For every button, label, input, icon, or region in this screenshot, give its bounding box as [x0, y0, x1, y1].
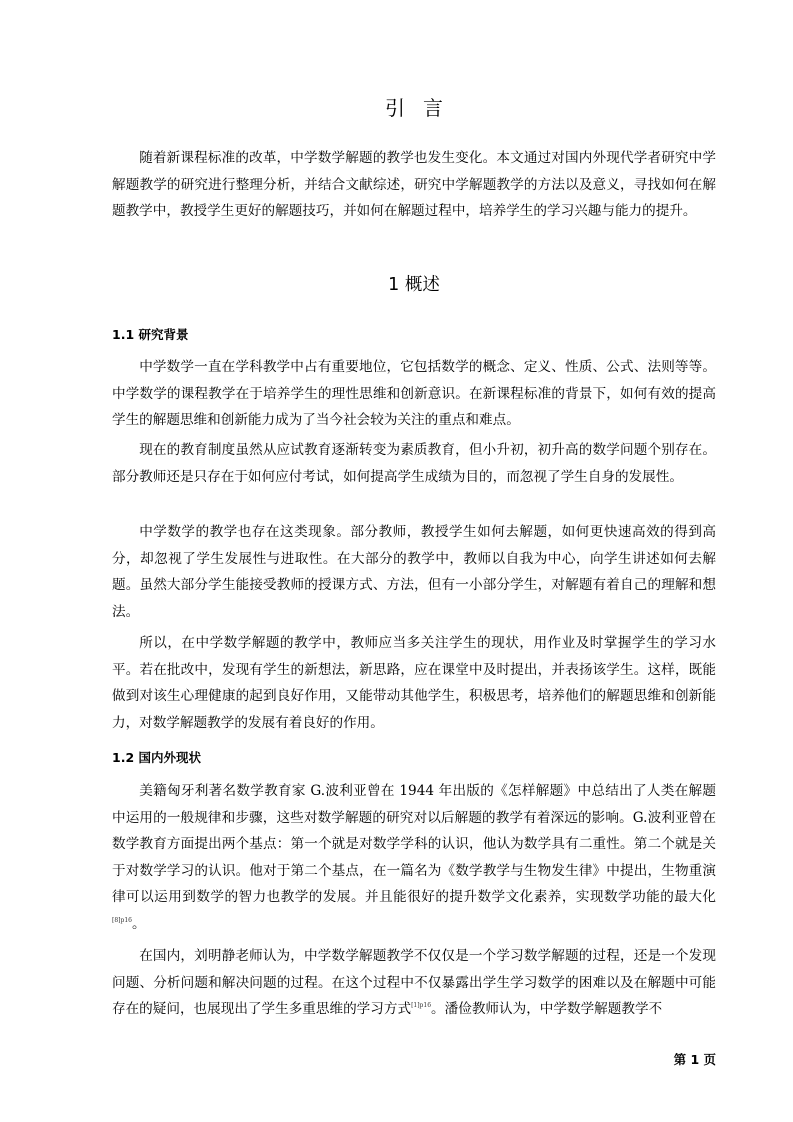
page-number: 第 1 页: [673, 1052, 716, 1067]
section-heading-1-1: 1.1 研究背景: [112, 327, 189, 342]
section-1-1-paragraph-1: 中学数学一直在学科教学中占有重要地位，它包括数学的概念、定义、性质、公式、法则等等。中学数学的课程教学在于培养学生的理性思维和创新意识。在新课程标准的背景下，如何有效的提高学生的解题思维和创新能力成为了当今社会较为关注的重点和难点。: [112, 359, 716, 428]
section-1-1-paragraph-4: 所以，在中学数学解题的教学中，教师应当多关注学生的现状，用作业及时掌握学生的学习水平。若在批改中，发现有学生的新想法，新思路，应在课堂中及时提出，并表扬该学生。这样，既能做到对该生心理健康的起到良好作用，又能带动其他学生，积极思考，培养他们的解题思维和创新能力，对数学解题教学的发展有着良好的作用。: [112, 635, 716, 731]
section-1-1-paragraph-3: 中学数学的教学也存在这类现象。部分教师，教授学生如何去解题，如何更快速高效的得到高分，却忽视了学生发展性与进取性。在大部分的教学中，教师以自我为中心，向学生讲述如何去解题。虽然大部分学生能接受教师的授课方式、方法，但有一小部分学生，对解题有着自己的理解和想法。: [112, 524, 716, 620]
section-heading-1-2: 1.2 国内外现状: [112, 750, 201, 765]
citation-marker: [8]p16: [112, 916, 132, 924]
paragraph-end-punctuation: 。: [131, 915, 146, 932]
section-1-2-paragraph-2-text: 在国内，刘明静老师认为，中学数学解题教学不仅仅是一个学习数学解题的过程，还是一个发现问题、分析问题和解决问题的过程。在这个过程中不仅暴露出学生学习数学的困难以及在解题中可能存在的疑问，也展现出了学生多重思维的学习方式: [112, 948, 716, 1017]
paragraph-continuation: 。潘俭教师认为，中学数学解题教学不: [431, 1001, 663, 1017]
section-1-2-paragraph-2: [112, 943, 716, 1023]
chapter-heading: 1 概述: [388, 275, 440, 295]
page-title: 引言: [385, 96, 461, 120]
section-1-2-paragraph-1: [112, 778, 716, 937]
citation-marker: [1]p16: [411, 1002, 432, 1009]
document-page: [112, 0, 716, 1122]
section-1-2-paragraph-1-text: 美籍匈牙利著名数学教育家 G.波利亚曾在 1944 年出版的《怎样解题》中总结出了人类在解题中运用的一般规律和步骤，这些对数学解题的研究对以后解题的教学有着深远的影响。G.波利亚曾在数学教育方面提出两个基点：第一个就是对数学学科的认识，他认为数学具有二重性。第二个就是关于对数学学习的认识。他对于第二个基点，在一篇名为《数学教学与生物发生律》中提出，生物重演律可以运用到数学的智力也教学的发展。并且能很好的提升数学文化素养，实现数学功能的最大化: [112, 783, 716, 905]
section-1-1-paragraph-2: 现在的教育制度虽然从应试教育逐渐转变为素质教育，但小升初，初升高的数学问题个别存在。部分教师还是只存在于如何应付考试，如何提高学生成绩为目的，而忽视了学生自身的发展性。: [112, 442, 716, 485]
intro-paragraph: 随着新课程标准的改革，中学数学解题的教学也发生变化。本文通过对国内外现代学者研究中学解题教学的研究进行整理分析，并结合文献综述，研究中学解题教学的方法以及意义，寻找如何在解题教学中，教授学生更好的解题技巧，并如何在解题过程中，培养学生的学习兴趣与能力的提升。: [112, 150, 716, 219]
